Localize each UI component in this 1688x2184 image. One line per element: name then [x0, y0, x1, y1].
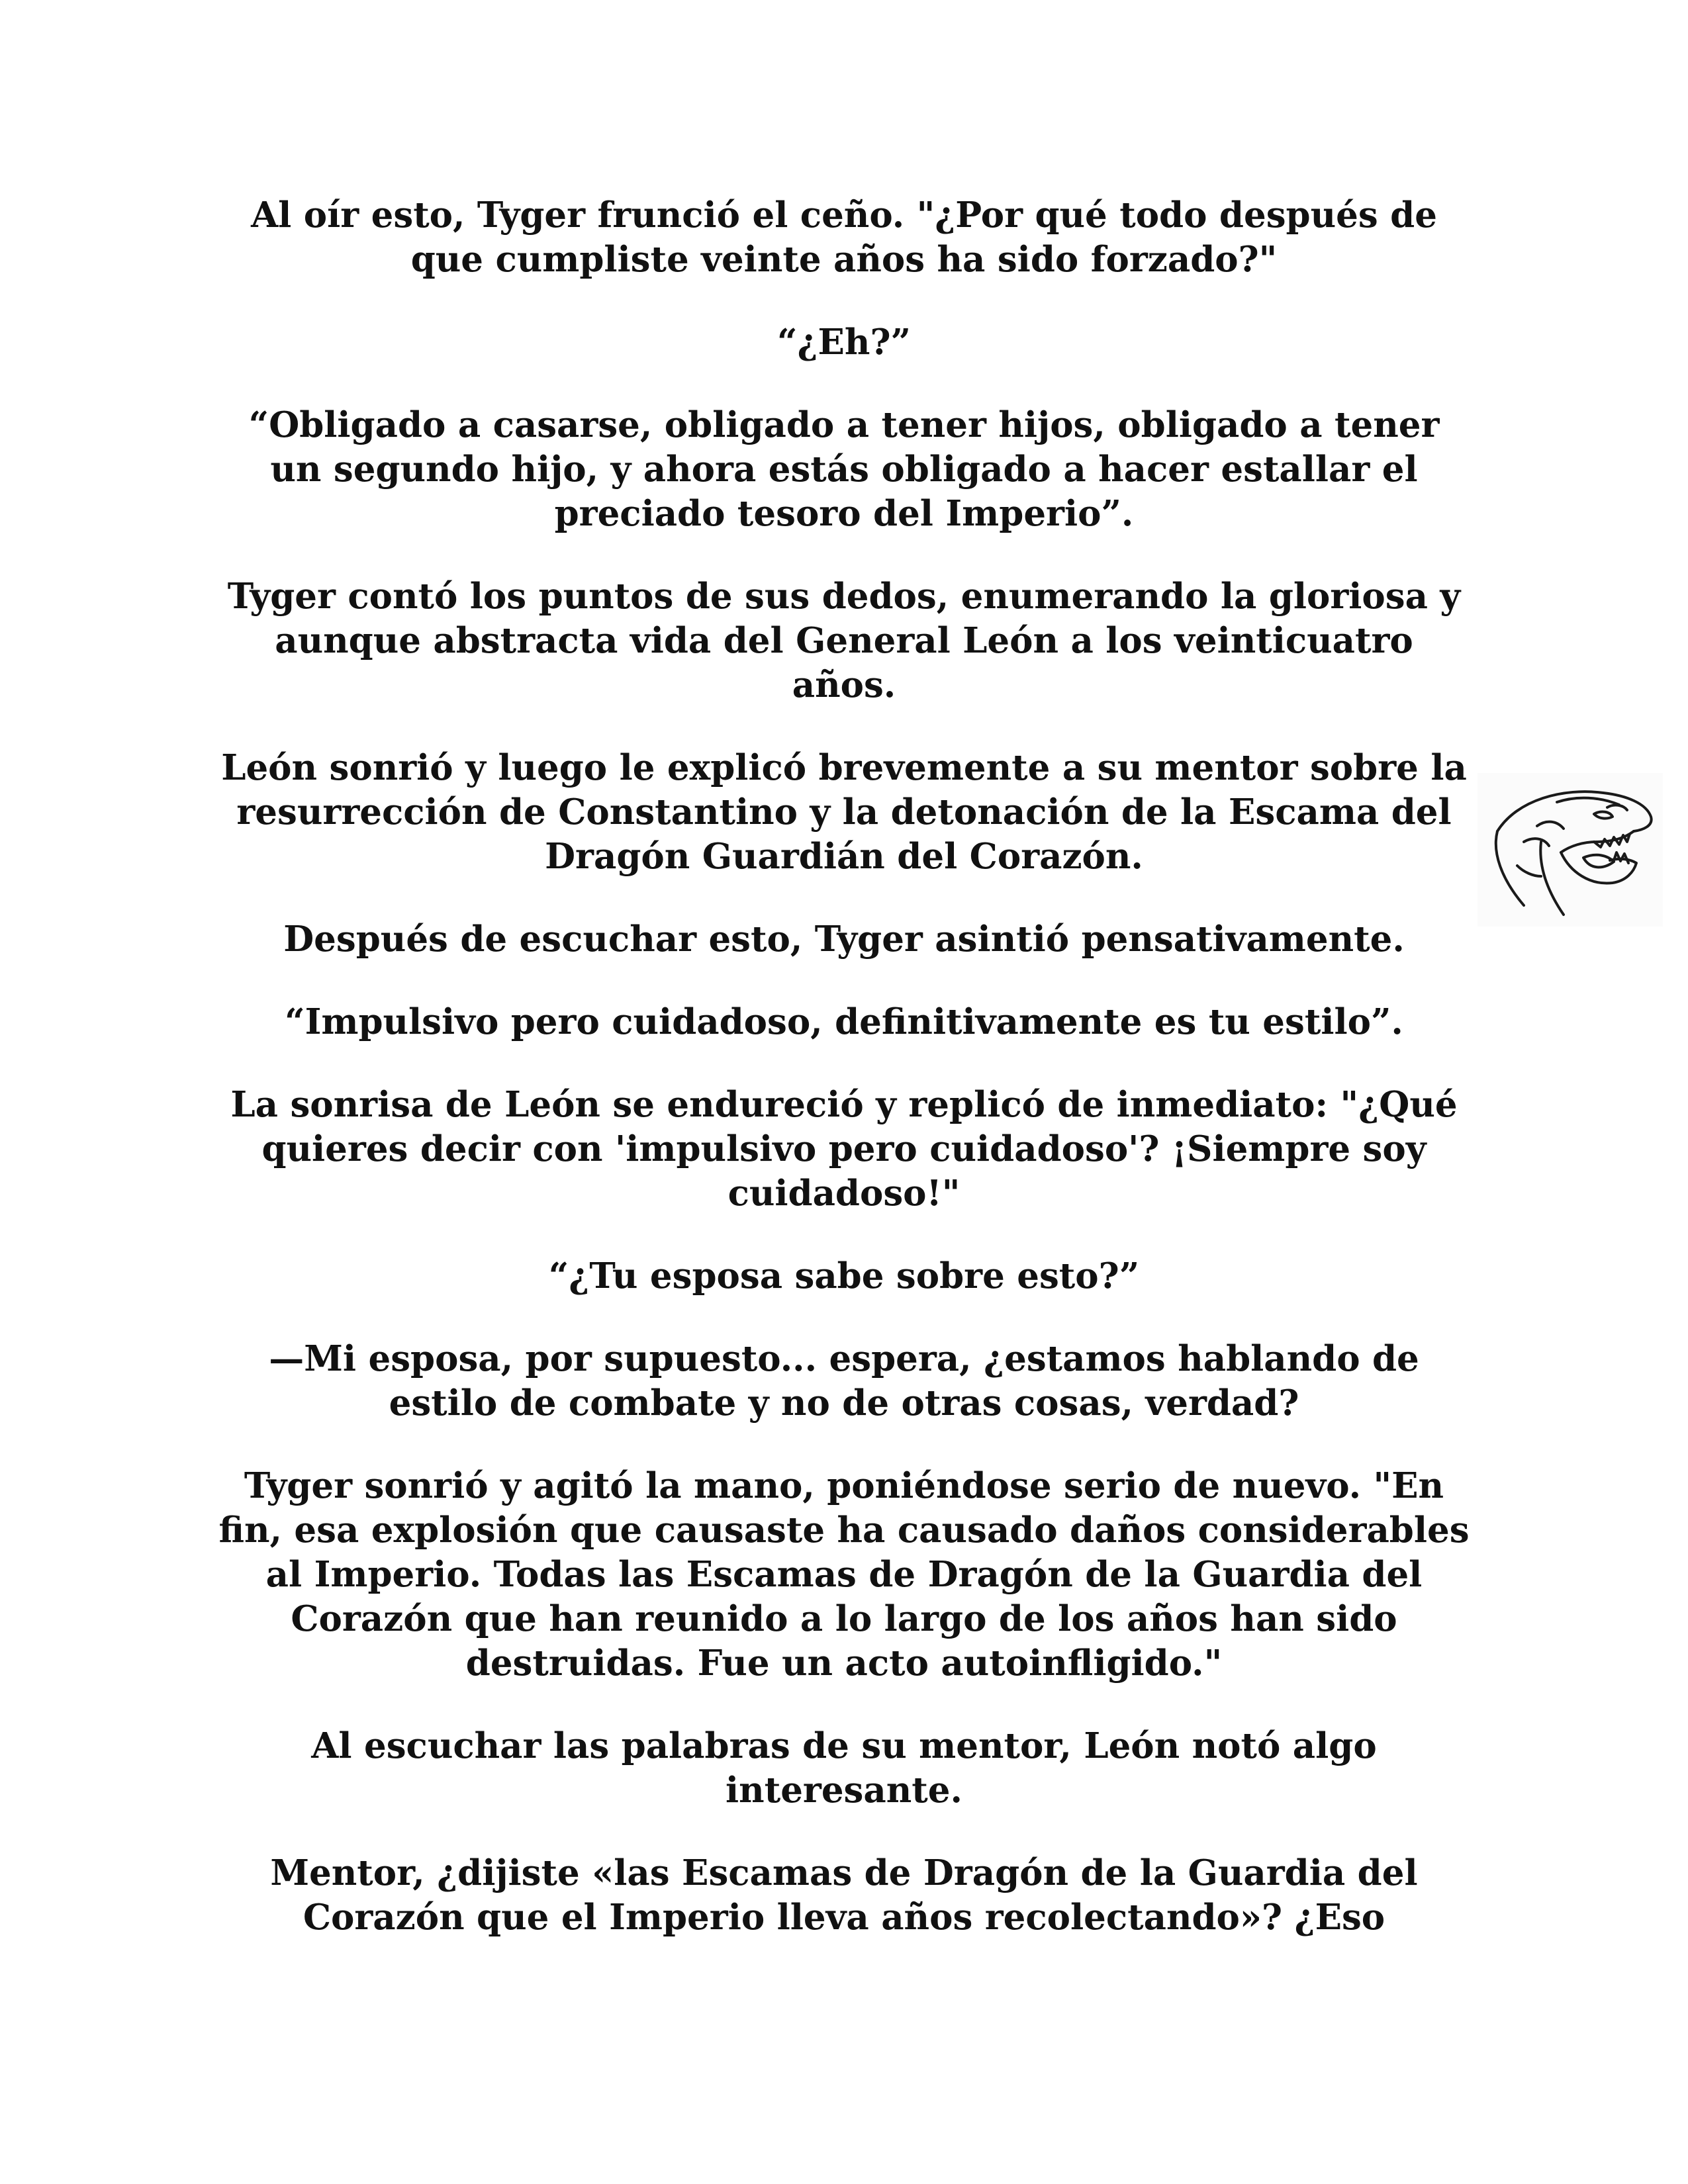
paragraph: —Mi esposa, por supuesto... espera, ¿estamos hablando de estilo de combate y no de otras cosas, verdad?	[269, 1338, 1419, 1424]
paragraph: La sonrisa de León se endureció y replicó de inmediato: "¿Qué quieres decir con 'impulsivo pero cuidadoso'? ¡Siempre soy cuidadoso!"	[230, 1084, 1458, 1214]
body-text	[218, 193, 1470, 1978]
paragraph: “¿Tu esposa sabe sobre esto?”	[548, 1255, 1140, 1297]
paragraph: Tyger sonrió y agitó la mano, poniéndose serio de nuevo. "En fin, esa explosión que causaste ha causado daños considerables al Imperio. Todas las Escamas de Dragón de la Guardia del Corazón que han reunido a lo largo de los años han sido destruidas. Fue un acto autoinfligido."	[218, 1465, 1470, 1684]
paragraph: “Obligado a casarse, obligado a tener hijos, obligado a tener un segundo hijo, y ahora estás obligado a hacer estallar el preciado tesoro del Imperio”.	[248, 404, 1440, 534]
dragon-head-sketch-icon	[1477, 773, 1663, 927]
paragraph: León sonrió y luego le explicó brevemente a su mentor sobre la resurrección de Constantino y la detonación de la Escama del Dragón Guardián del Corazón.	[221, 747, 1467, 877]
paragraph: “¿Eh?”	[776, 322, 911, 363]
paragraph: Mentor, ¿dijiste «las Escamas de Dragón de la Guardia del Corazón que el Imperio lleva años recolectando»? ¿Eso	[270, 1852, 1418, 1938]
paragraph: Después de escuchar esto, Tyger asintió pensativamente.	[283, 919, 1405, 960]
paragraph: Al escuchar las palabras de su mentor, León notó algo interesante.	[311, 1725, 1377, 1811]
paragraph: Al oír esto, Tyger frunció el ceño. "¿Por qué todo después de que cumpliste veinte años ha sido forzado?"	[251, 195, 1437, 280]
paragraph: Tyger contó los puntos de sus dedos, enumerando la gloriosa y aunque abstracta vida del General León a los veinticuatro años.	[227, 576, 1461, 705]
paragraph: “Impulsivo pero cuidadoso, definitivamente es tu estilo”.	[285, 1001, 1403, 1042]
